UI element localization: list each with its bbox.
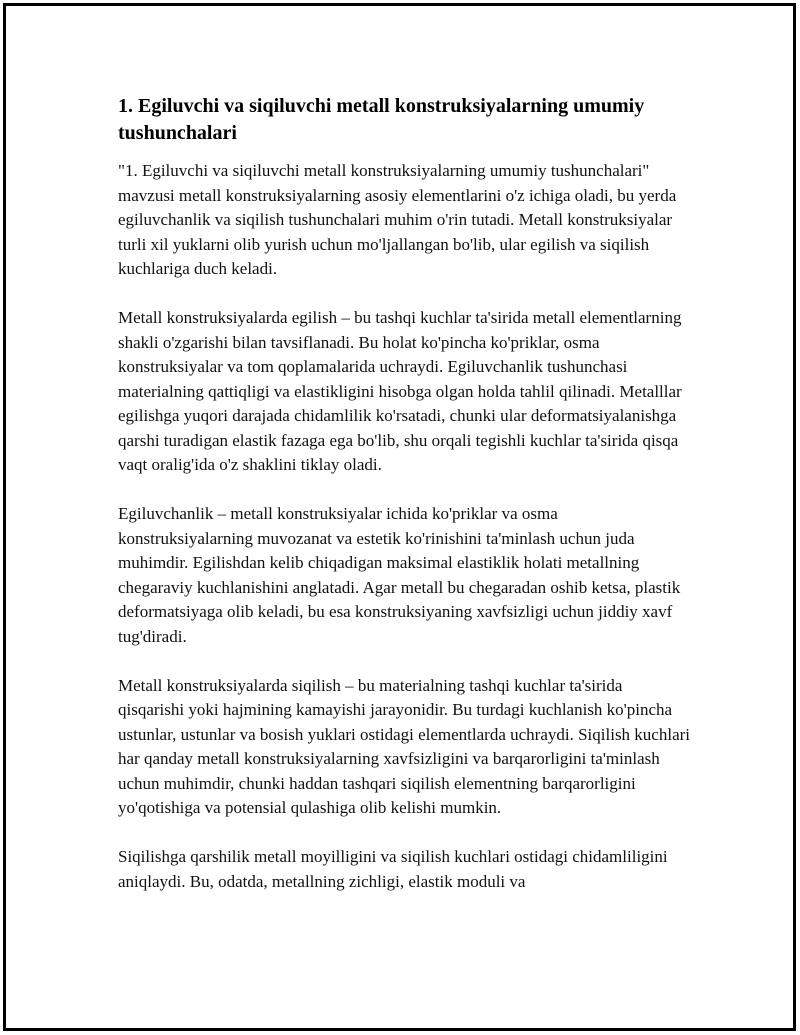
paragraph-1: "1. Egiluvchi va siqiluvchi metall konstruksiyalarning umumiy tushunchalari" mavzusi metall konstruksiyalarning asosiy elementlarini o'z ichiga oladi, bu yerda egiluvchanlik va siqilish tushunchalari muhim o'rin tutadi. Metall konstruksiyalar turli xil yuklarni olib yurish uchun mo'ljallangan bo'lib, ular egilish va siqilish kuchlariga duch keladi. — [118, 161, 677, 278]
document-body — [118, 93, 690, 919]
paragraph-5: Siqilishga qarshilik metall moyilligini va siqilish kuchlari ostidagi chidamliligini aniqlaydi. Bu, odatda, metallning zichligi, elastik moduli va — [118, 847, 668, 891]
paragraph-4: Metall konstruksiyalarda siqilish – bu materialning tashqi kuchlar ta'sirida qisqarishi yoki hajmining kamayishi jarayonidir. Bu turdagi kuchlanish ko'pincha ustunlar, ustunlar va bosish yuklari ostidagi elementlarda uchraydi. Siqilish kuchlari har qanday metall konstruksiyalarning xavfsizligini va barqarorligini ta'minlash uchun muhimdir, chunki haddan tashqari siqilish elementning barqarorligini yo'qotishiga va potensial qulashiga olib kelishi mumkin. — [118, 675, 691, 817]
document-title: 1. Egiluvchi va siqiluvchi metall konstruksiyalarning umumiy tushunchalari — [118, 95, 645, 144]
paragraph-2: Metall konstruksiyalarda egilish – bu tashqi kuchlar ta'sirida metall elementlarning shakli o'zgarishi bilan tavsiflanadi. Bu holat ko'pincha ko'priklar, osma konstruksiyalar va tom qoplamalarida uchraydi. Egiluvchanlik tushunchasi materialning qattiqligi va elastikligini hisobga olgan holda tahlil qilinadi. Metalllar egilishga yuqori darajada chidamlilik ko'rsatadi, chunki ular deformatsiyalanishga qarshi turadigan elastik fazaga ega bo'lib, shu orqali tegishli kuchlar ta'sirida qisqa vaqt oralig'ida o'z shaklini tiklay oladi. — [118, 308, 682, 474]
paragraph-3: Egiluvchanlik – metall konstruksiyalar ichida ko'priklar va osma konstruksiyalarning muvozanat va estetik ko'rinishini ta'minlash uchun juda muhimdir. Egilishdan kelib chiqadigan maksimal elastiklik holati metallning chegaraviy kuchlanishini anglatadi. Agar metall bu chegaradan oshib ketsa, plastik deformatsiyaga olib keladi, bu esa konstruksiyaning xavfsizligi uchun jiddiy xavf tug'diradi. — [118, 504, 681, 646]
